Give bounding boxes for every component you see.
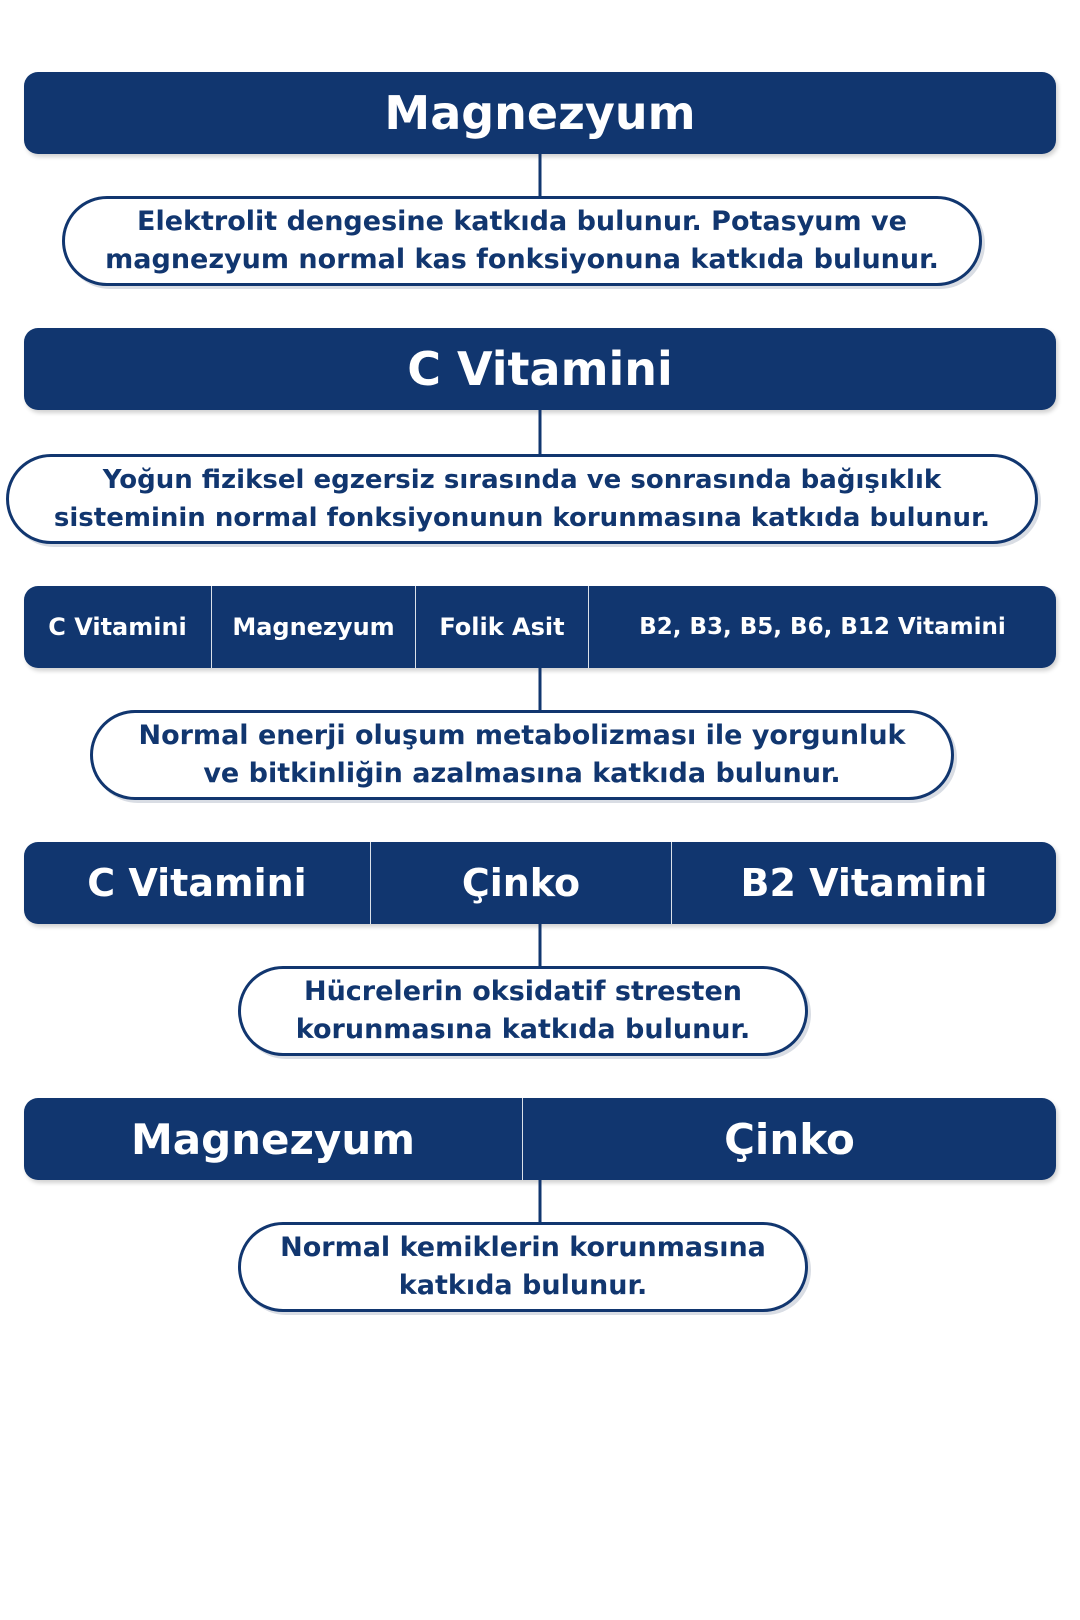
- header-segment-c-vitamini: C Vitamini: [87, 861, 307, 905]
- description-line: katkıda bulunur.: [398, 1270, 648, 1301]
- description-line: Hücrelerin oksidatif stresten: [303, 976, 742, 1007]
- header-bar-antioxidants: [24, 842, 1056, 924]
- header-segment-b2-vitamini: B2 Vitamini: [671, 842, 1056, 924]
- connector-line: [539, 1180, 542, 1224]
- description-line: Elektrolit dengesine katkıda bulunur. Potasyum ve: [137, 206, 907, 237]
- header-segment-cinko: Çinko: [370, 842, 671, 924]
- description-line: magnezyum normal kas fonksiyonuna katkıda bulunur.: [105, 244, 939, 275]
- header-segment-cinko: Çinko: [522, 1098, 1056, 1180]
- header-bar-magnezyum: [24, 72, 1056, 154]
- connector-line: [539, 154, 542, 198]
- header-label: C Vitamini: [407, 342, 673, 396]
- description-line: sisteminin normal fonksiyonunun korunmasına katkıda bulunur.: [53, 503, 991, 533]
- description-box-energy: [90, 710, 954, 800]
- header-segment-magnezyum: Magnezyum: [211, 586, 415, 668]
- header-label: Magnezyum: [384, 86, 696, 140]
- description-box-immunity: [6, 454, 1038, 544]
- header-segment-magnezyum: Magnezyum: [130, 1114, 416, 1164]
- description-line: ve bitkinliğin azalmasına katkıda bulunur.: [203, 758, 841, 789]
- header-bar-bones: [24, 1098, 1056, 1180]
- connector-line: [539, 410, 542, 456]
- connector-line: [539, 924, 542, 968]
- description-line: Yoğun fiziksel egzersiz sırasında ve sonrasında bağışıklık: [102, 465, 942, 495]
- description-box-electrolyte: [62, 196, 982, 286]
- header-segment-b-vitamins: B2, B3, B5, B6, B12 Vitamini: [588, 586, 1056, 668]
- description-line: Normal enerji oluşum metabolizması ile yorgunluk: [138, 720, 906, 751]
- description-box-oxidative-stress: [238, 966, 808, 1056]
- description-line: Normal kemiklerin korunmasına: [280, 1232, 766, 1263]
- connector-line: [539, 668, 542, 712]
- header-segment-c-vitamini: C Vitamini: [48, 613, 187, 641]
- header-segment-folik-asit: Folik Asit: [415, 586, 588, 668]
- description-line: korunmasına katkıda bulunur.: [295, 1014, 751, 1045]
- description-box-bones: [238, 1222, 808, 1312]
- header-bar-c-vitamini: [24, 328, 1056, 410]
- header-bar-energy-nutrients: [24, 586, 1056, 668]
